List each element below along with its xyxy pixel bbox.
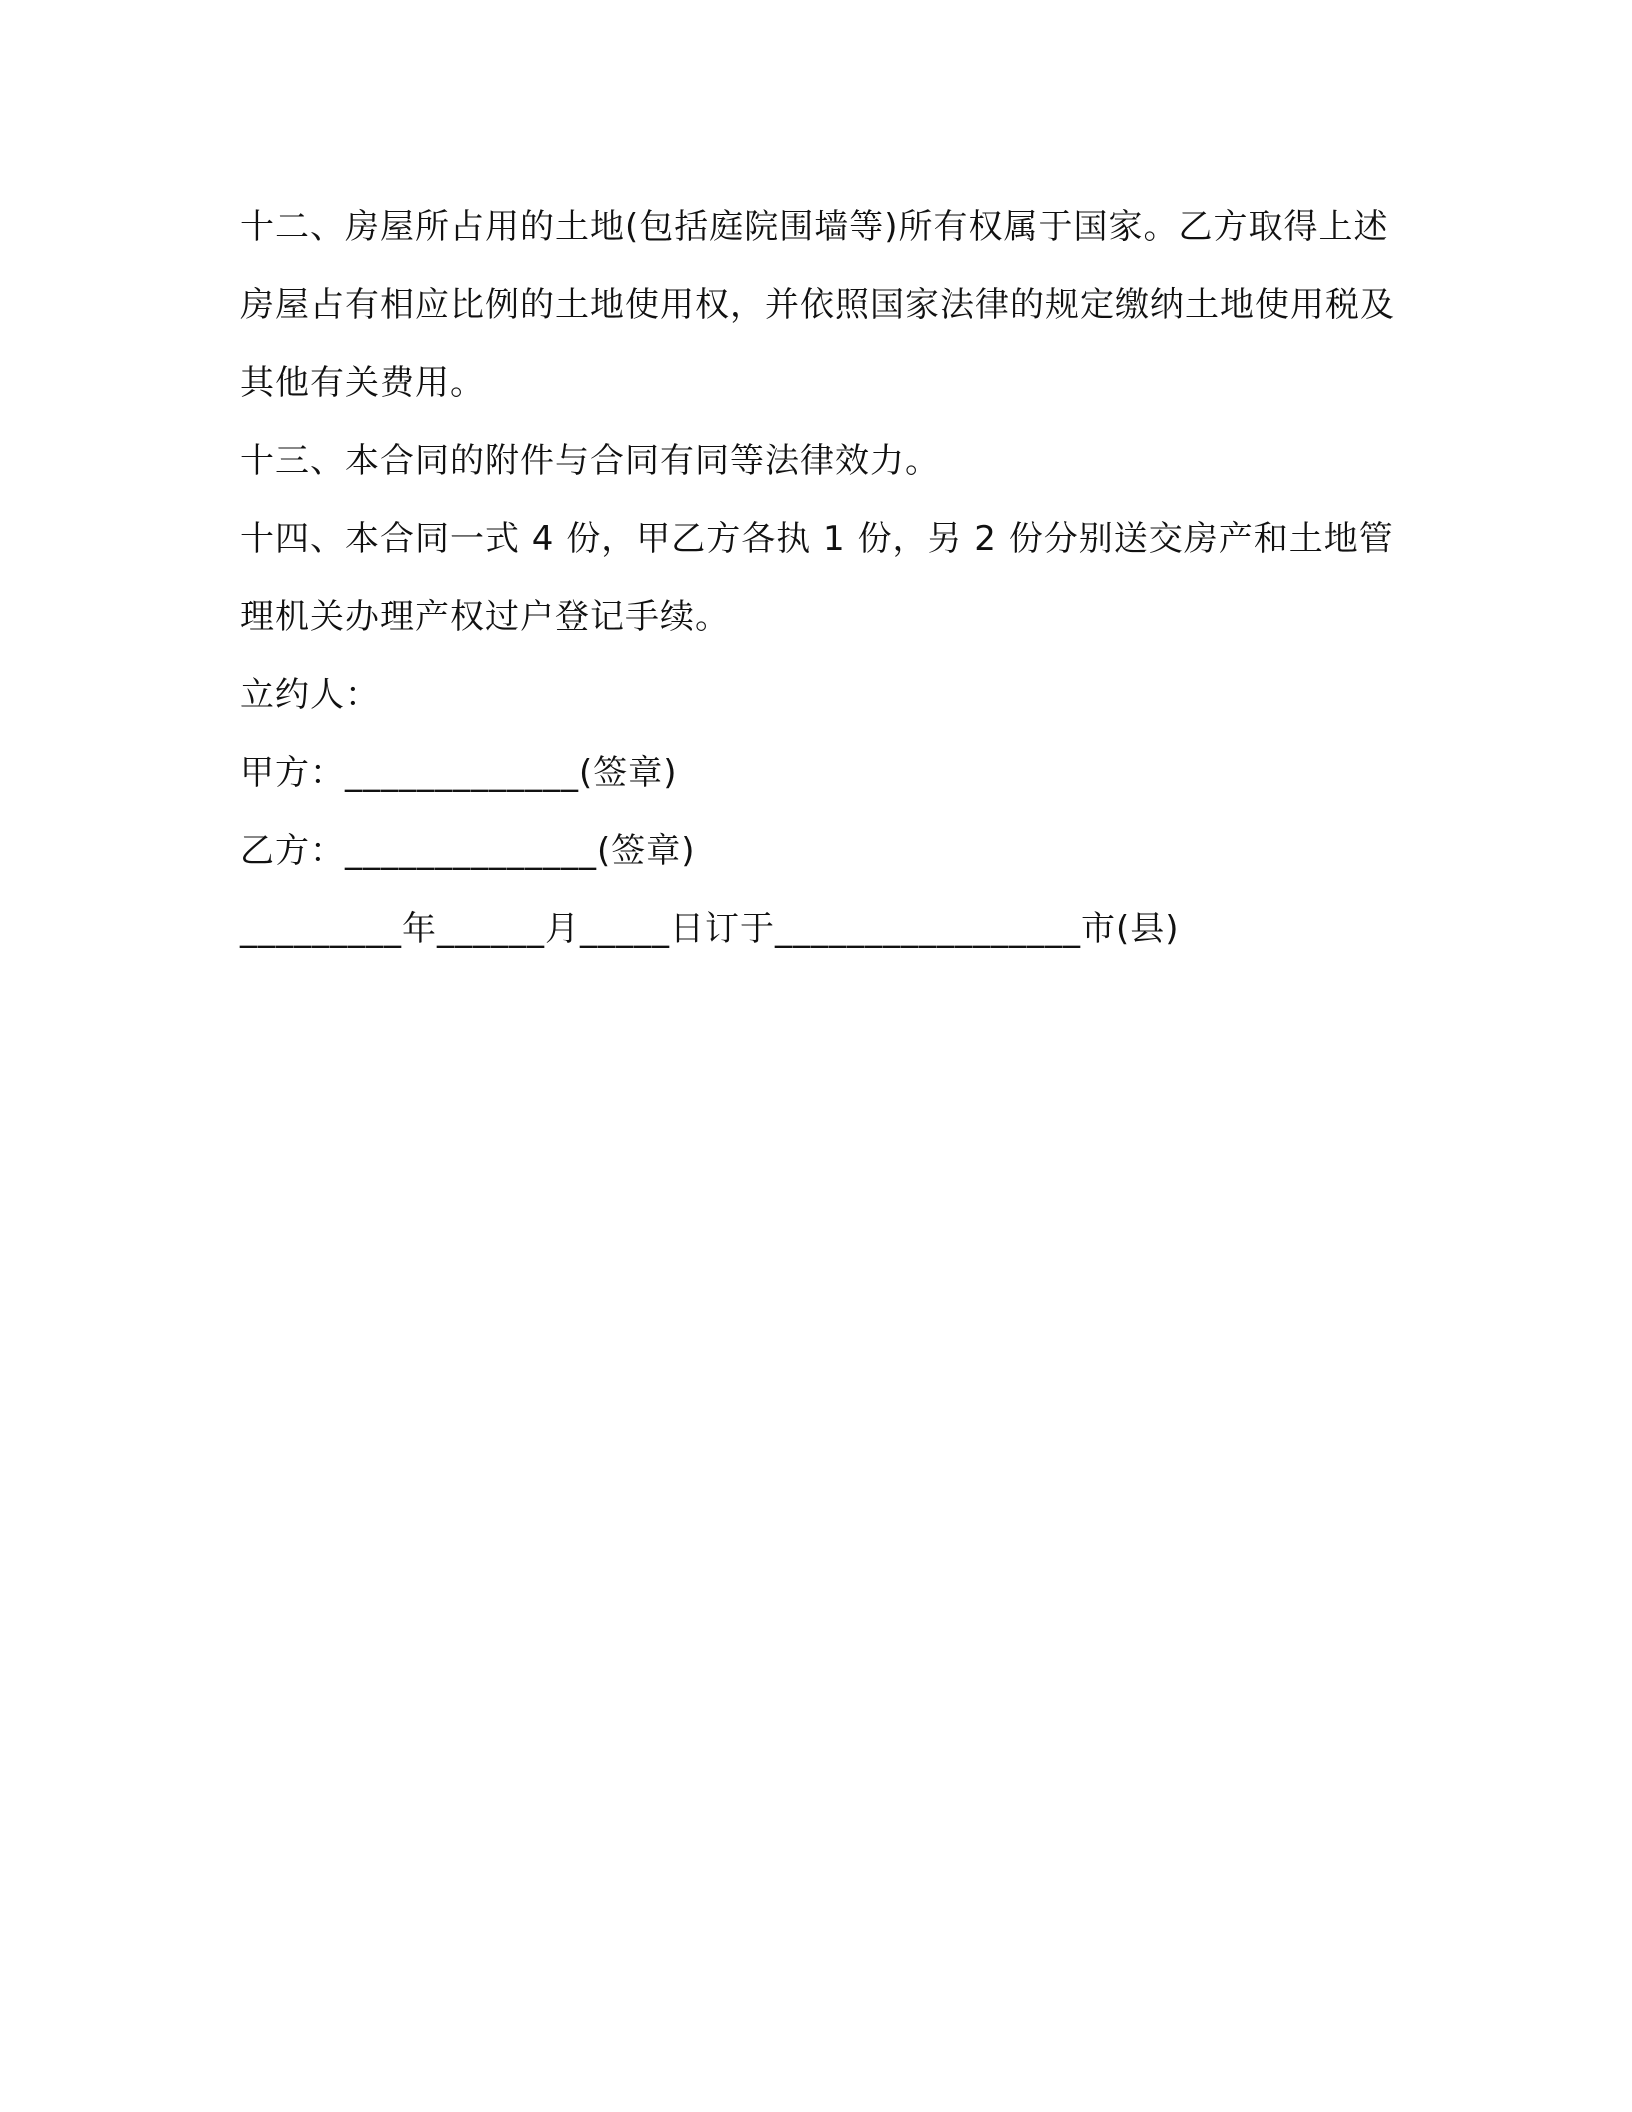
party-b-signature-line: 乙方：______________(签章)	[240, 831, 696, 871]
document-body	[240, 188, 1400, 968]
clause-13: 十三、本合同的附件与合同有同等法律效力。	[240, 441, 940, 481]
date-place-line: _________年______月_____日订于_________________市(县)	[240, 909, 1180, 949]
clause-14: 十四、本合同一式 4 份，甲乙方各执 1 份，另 2 份分别送交房产和土地管理机关办理产权过户登记手续。	[240, 519, 1394, 637]
signatories-label: 立约人：	[240, 675, 380, 715]
party-a-signature-line: 甲方：_____________(签章)	[240, 753, 678, 793]
clause-12: 十二、房屋所占用的土地(包括庭院围墙等)所有权属于国家。乙方取得上述房屋占有相应比例的土地使用权，并依照国家法律的规定缴纳土地使用税及其他有关费用。	[240, 207, 1395, 403]
